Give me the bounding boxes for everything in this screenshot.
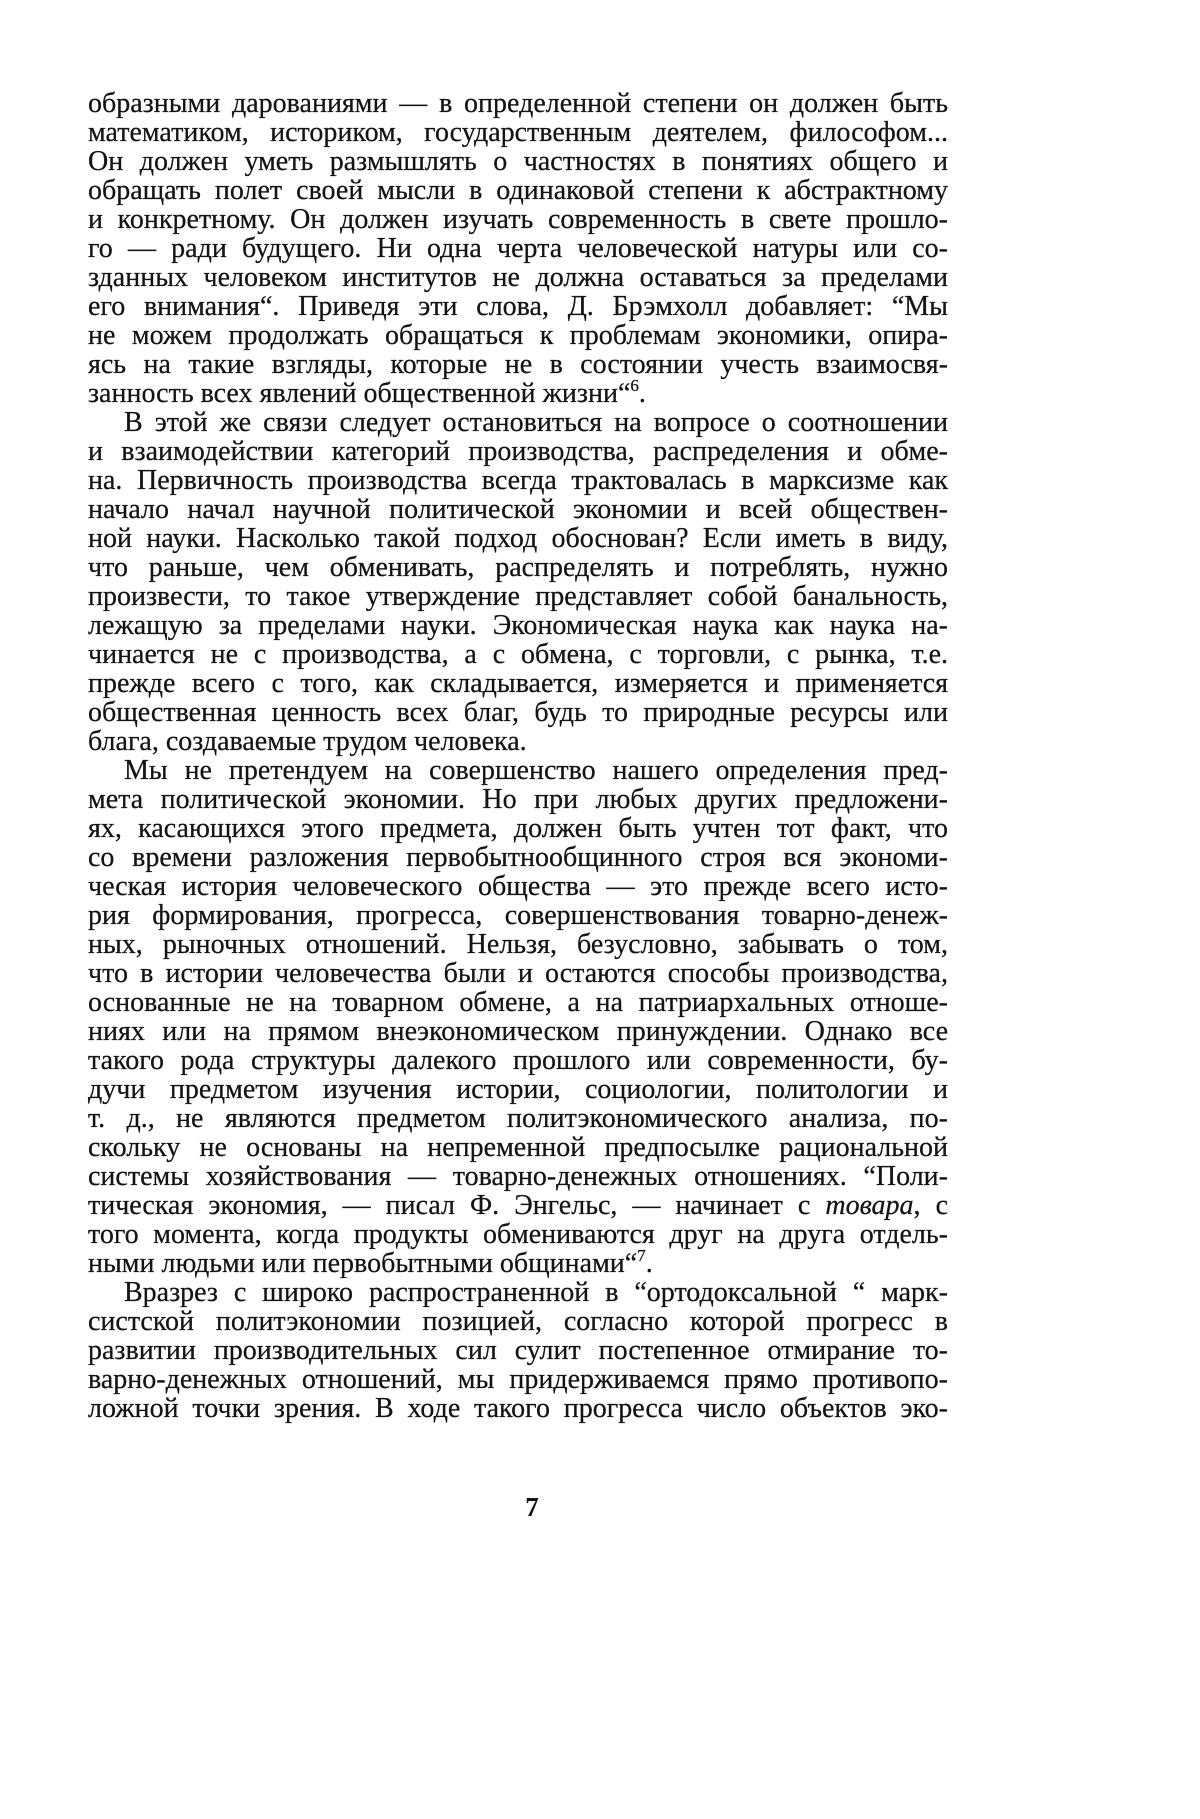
text-line: произвести, то такое утверждение представляет собой банальность, [88,581,948,612]
text-line: не можем продолжать обращаться к проблемам экономики, опира- [88,320,948,351]
text-line: ясь на такие взгляды, которые не в состоянии учесть взаимосвя- [88,349,948,380]
emphasis: товара [825,1190,914,1221]
footnote-ref: 7 [637,1246,646,1265]
text-line: и взаимодействии категорий производства, распределения и обме- [88,436,948,467]
text-line: блага, создаваемые трудом человека. [88,726,527,757]
text-line: основанные не на товарном обмене, а на патриархальных отноше- [88,987,948,1018]
paragraph [88,89,948,408]
text-line: скольку не основаны на непременной предпосылке рациональной [88,1132,948,1163]
text-line: т. д., не являются предметом политэкономического анализа, по- [88,1103,948,1134]
text-line: обращать полет своей мысли в одинаковой степени к абстрактному [88,175,948,206]
text-line: того момента, когда продукты обмениваются друг на друга отдель- [88,1219,948,1250]
text-line: общественная ценность всех благ, будь то природные ресурсы или [88,697,948,728]
text-line: что раньше, чем обменивать, распределять и потреблять, нужно [88,552,948,583]
text-body [88,89,948,1423]
text-line: ложной точки зрения. В ходе такого прогресса число объектов эко- [88,1393,948,1424]
text-line: такого рода структуры далекого прошлого или современности, бу- [88,1045,948,1076]
line-text: , с [913,1190,948,1221]
text-line: на. Первичность производства всегда трактовалась в марксизме как [88,465,948,496]
text-line: чинается не с производства, а с обмена, с торговли, с рынка, т.е. [88,639,948,670]
text-line [88,1246,948,1279]
text-line: прежде всего с того, как складывается, измеряется и применяется [88,668,948,699]
line-end: . [638,378,646,409]
text-line: зданных человеком институтов не должна оставаться за пределами [88,262,948,293]
text-line: развитии производительных сил сулит постепенное отмирание то- [88,1335,948,1366]
page-number: 7 [525,1492,539,1522]
text-line: ях, касающихся этого предмета, должен быть учтен тот факт, что [88,813,948,844]
text-line: образными дарованиями — в определенной степени он должен быть [88,88,948,119]
text-line: мета политической экономии. Но при любых других предложени- [88,784,948,815]
text-line: со времени разложения первобытнообщинного строя вся экономи- [88,842,948,873]
text-line: го — ради будущего. Ни одна черта человеческой натуры или со- [88,233,948,264]
text-line: рия формирования, прогресса, совершенствования товарно-денеж- [88,900,948,931]
paragraph [88,408,948,756]
line-text: ными людьми или первобытными общинами“ [88,1248,638,1279]
text-line: системы хозяйствования — товарно-денежных отношениях. “Поли- [88,1161,948,1192]
text-line: ниях или на прямом внеэкономическом принуждении. Однако все [88,1016,948,1047]
text-line [88,376,948,409]
footnote-ref: 6 [630,376,639,395]
text-line: В этой же связи следует остановиться на вопросе о соотношении [124,407,948,438]
text-line: лежащую за пределами науки. Экономическая наука как наука на- [88,610,948,641]
line-text: занность всех явлений общественной жизни“ [88,378,631,409]
text-line: ческая история человеческого общества — это прежде всего исто- [88,871,948,902]
text-line: математиком, историком, государственным деятелем, философом... [88,117,948,148]
text-line: систской политэкономии позицией, согласно которой прогресс в [88,1306,948,1337]
text-line: Он должен уметь размышлять о частностях в понятиях общего и [88,146,948,177]
text-line: что в истории человечества были и остаются способы производства, [88,958,948,989]
text-line: ных, рыночных отношений. Нельзя, безусловно, забывать о том, [88,929,948,960]
text-line: дучи предметом изучения истории, социологии, политологии и [88,1074,948,1105]
line-end: . [645,1248,653,1279]
text-line: варно-денежных отношений, мы придерживаемся прямо противопо- [88,1364,948,1395]
text-line: начало начал научной политической экономии и всей обществен- [88,494,948,525]
text-line [88,1191,948,1220]
paragraph [88,756,948,1278]
text-line: ной науки. Насколько такой подход обоснован? Если иметь в виду, [88,523,948,554]
text-line: и конкретному. Он должен изучать современность в свете прошло- [88,204,948,235]
line-text: тическая экономия, — писал Ф. Энгельс, — начинает с [88,1190,826,1221]
paragraph [88,1278,948,1423]
text-line: Мы не претендуем на совершенство нашего определения пред- [124,755,948,786]
text-line: его внимания“. Приведя эти слова, Д. Брэмхолл добавляет: “Мы [88,291,948,322]
text-line: Вразрез с широко распространенной в “ортодоксальной “ марк- [124,1277,948,1308]
